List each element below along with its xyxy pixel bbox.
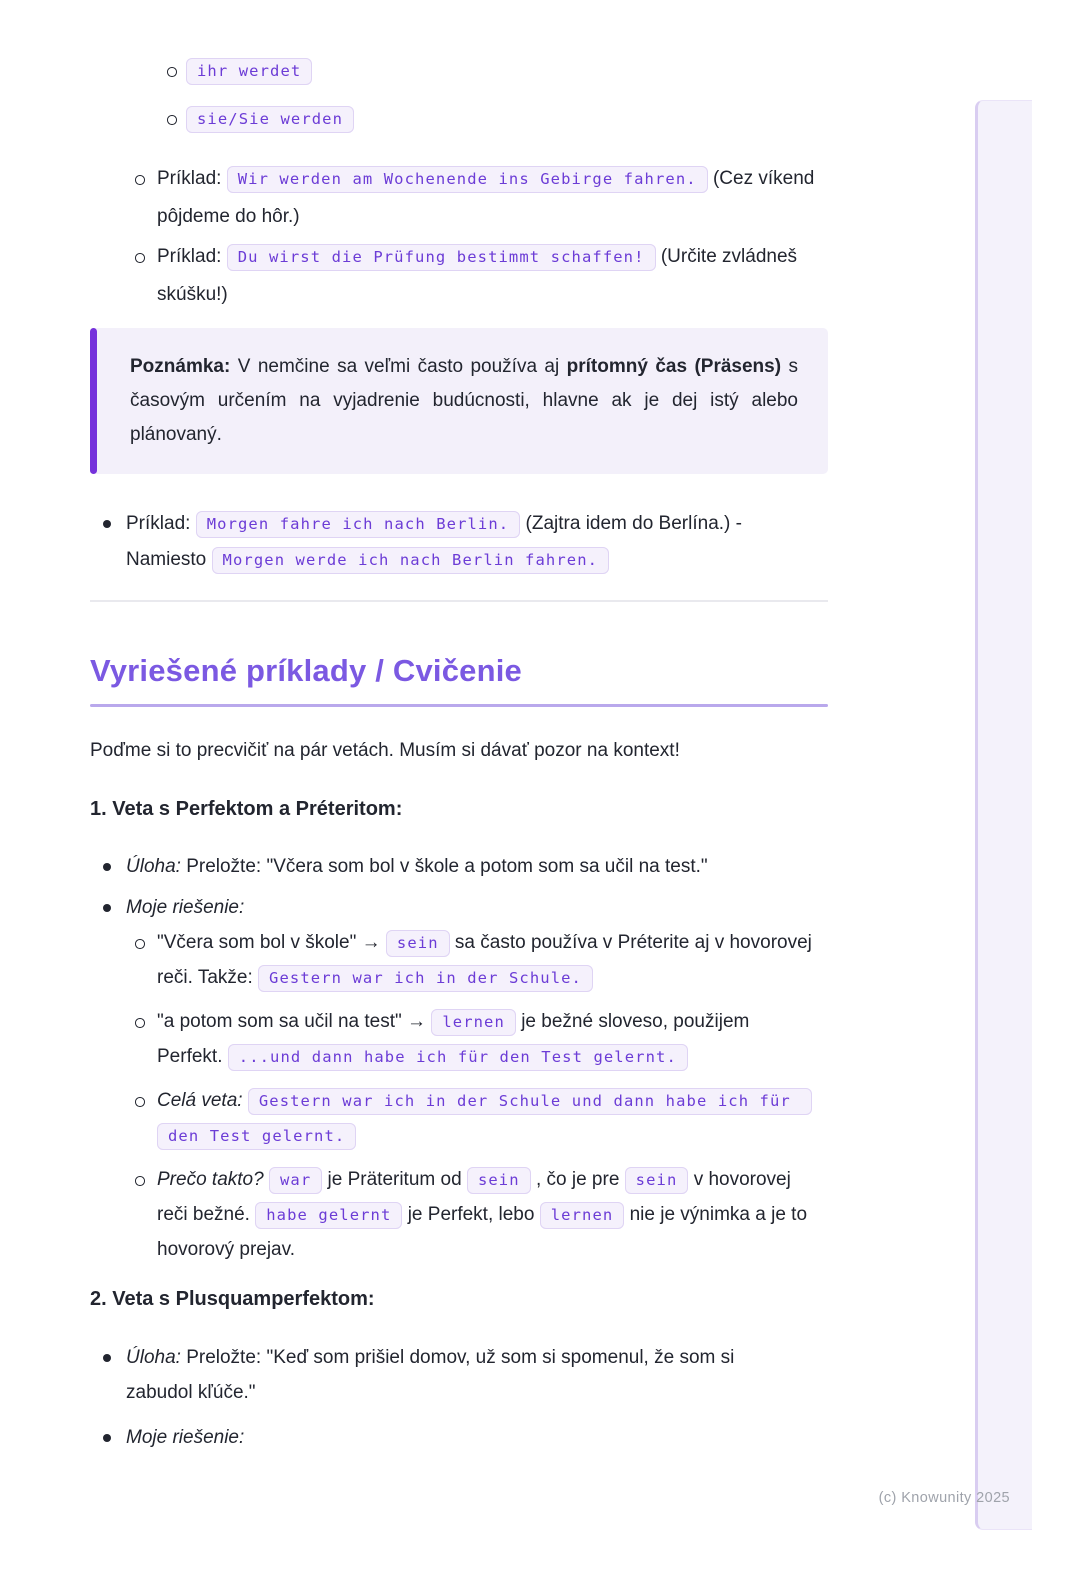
code-chip: lernen (431, 1009, 516, 1036)
step-label: Prečo takto? (157, 1169, 264, 1190)
german-sentence-chip: Du wirst die Prüfung bestimmt schaffen! (227, 244, 656, 271)
task-text: Preložte: "Včera som bol v škole a potom som sa učil na test." (186, 856, 708, 877)
section-title: Vyriešené príklady / Cvičenie (90, 653, 522, 688)
circle-bullet-icon (167, 67, 177, 77)
step-text: je Perfekt, lebo (407, 1204, 535, 1225)
disc-bullet-icon (103, 863, 111, 871)
notes-page (0, 52, 1080, 1580)
example-item (0, 160, 1080, 236)
slovak-translation: (Zajtra idem do Berlína.) - Namiesto (126, 513, 742, 570)
next-page-edge-strip (975, 100, 1032, 1530)
task-label: Úloha: (126, 1347, 181, 1368)
section-divider (90, 600, 828, 602)
note-text-c: s časovým určením na vyjadrenie budúcnosti, hlavne ak je dej istý alebo plánovaný. (130, 356, 798, 445)
task-item (0, 1340, 1080, 1410)
code-chip: lernen (540, 1202, 625, 1229)
section-title-underline (90, 704, 828, 707)
circle-bullet-icon (135, 1097, 145, 1107)
german-sentence-chip: Gestern war ich in der Schule. (258, 965, 593, 992)
german-sentence-chip: Morgen fahre ich nach Berlin. (196, 511, 521, 538)
code-chip: sein (625, 1167, 689, 1194)
step-text: sa často používa v Préterite aj v hovorovej reči. Takže: (157, 932, 812, 988)
task-item (0, 849, 1080, 884)
task1-heading: 1. Veta s Perfektom a Préteritom: (90, 798, 403, 820)
step-text: , čo je pre (535, 1169, 620, 1190)
slovak-translation: (Cez víkend pôjdeme do hôr.) (157, 168, 815, 227)
task2-heading: 2. Veta s Plusquamperfektom: (90, 1288, 375, 1310)
disc-bullet-icon (103, 520, 111, 528)
note-label: Poznámka: (130, 356, 231, 377)
german-sentence-chip: Wir werden am Wochenende ins Gebirge fahren. (227, 166, 708, 193)
step-text: "a potom som sa učil na test" → (157, 1011, 427, 1032)
step-text: je bežné sloveso, použijem Perfekt. (157, 1011, 750, 1067)
example-label: Príklad: (126, 513, 191, 534)
circle-bullet-icon (167, 115, 177, 125)
step-text: nie je výnimka a je to hovorový prejav. (157, 1204, 808, 1260)
step-text: je Präteritum od (327, 1169, 462, 1190)
disc-bullet-icon (103, 1354, 111, 1362)
note-callout (90, 328, 828, 474)
example-item (0, 506, 1080, 578)
example-label: Príklad: (157, 168, 222, 189)
conjugation-item (0, 100, 1080, 138)
solution-label: Moje riešenie: (126, 897, 245, 918)
circle-bullet-icon (135, 253, 145, 263)
code-chip-ihr-werdet: ihr werdet (186, 58, 312, 85)
german-sentence-chip: ...und dann habe ich für den Test gelernt. (228, 1044, 688, 1071)
circle-bullet-icon (135, 175, 145, 185)
step-text: "Včera som bol v škole" → (157, 932, 381, 953)
slovak-translation: (Určite zvládneš skúšku!) (157, 246, 798, 305)
circle-bullet-icon (135, 1018, 145, 1028)
solution-step (0, 1083, 1080, 1153)
disc-bullet-icon (103, 1434, 111, 1442)
solution-step (0, 1004, 1080, 1074)
solution-item (0, 1420, 1080, 1455)
solution-step (0, 1162, 1080, 1267)
note-text-a: V nemčine sa veľmi často používa aj (237, 356, 560, 377)
example-item (0, 238, 1080, 314)
solution-item (0, 890, 1080, 925)
callout-accent-bar (90, 328, 97, 474)
circle-bullet-icon (135, 1176, 145, 1186)
step-label: Celá veta: (157, 1090, 243, 1111)
solution-step (0, 925, 1080, 995)
section-intro: Poďme si to precvičiť na pár vetách. Musím si dávať pozor na kontext! (90, 740, 680, 761)
code-chip: sein (467, 1167, 531, 1194)
code-chip-sie-werden: sie/Sie werden (186, 106, 354, 133)
note-text (130, 356, 798, 445)
step-text: v hovorovej reči bežné. (157, 1169, 791, 1225)
example-label: Príklad: (157, 246, 222, 267)
copyright-credit: (c) Knowunity 2025 (878, 1490, 1010, 1506)
task-label: Úloha: (126, 856, 181, 877)
task-text: Preložte: "Keď som prišiel domov, už som si spomenul, že som si zabudol kľúče." (126, 1347, 735, 1403)
code-chip: habe gelernt (255, 1202, 402, 1229)
disc-bullet-icon (103, 904, 111, 912)
code-chip: sein (386, 930, 450, 957)
german-sentence-chip: Gestern war ich in der Schule und dann habe ich für den Test gelernt. (157, 1088, 812, 1150)
code-chip: war (269, 1167, 322, 1194)
circle-bullet-icon (135, 939, 145, 949)
german-sentence-chip: Morgen werde ich nach Berlin fahren. (212, 547, 610, 574)
solution-label: Moje riešenie: (126, 1427, 245, 1448)
conjugation-item (0, 52, 1080, 90)
note-bold-phrase: prítomný čas (Präsens) (566, 356, 782, 377)
